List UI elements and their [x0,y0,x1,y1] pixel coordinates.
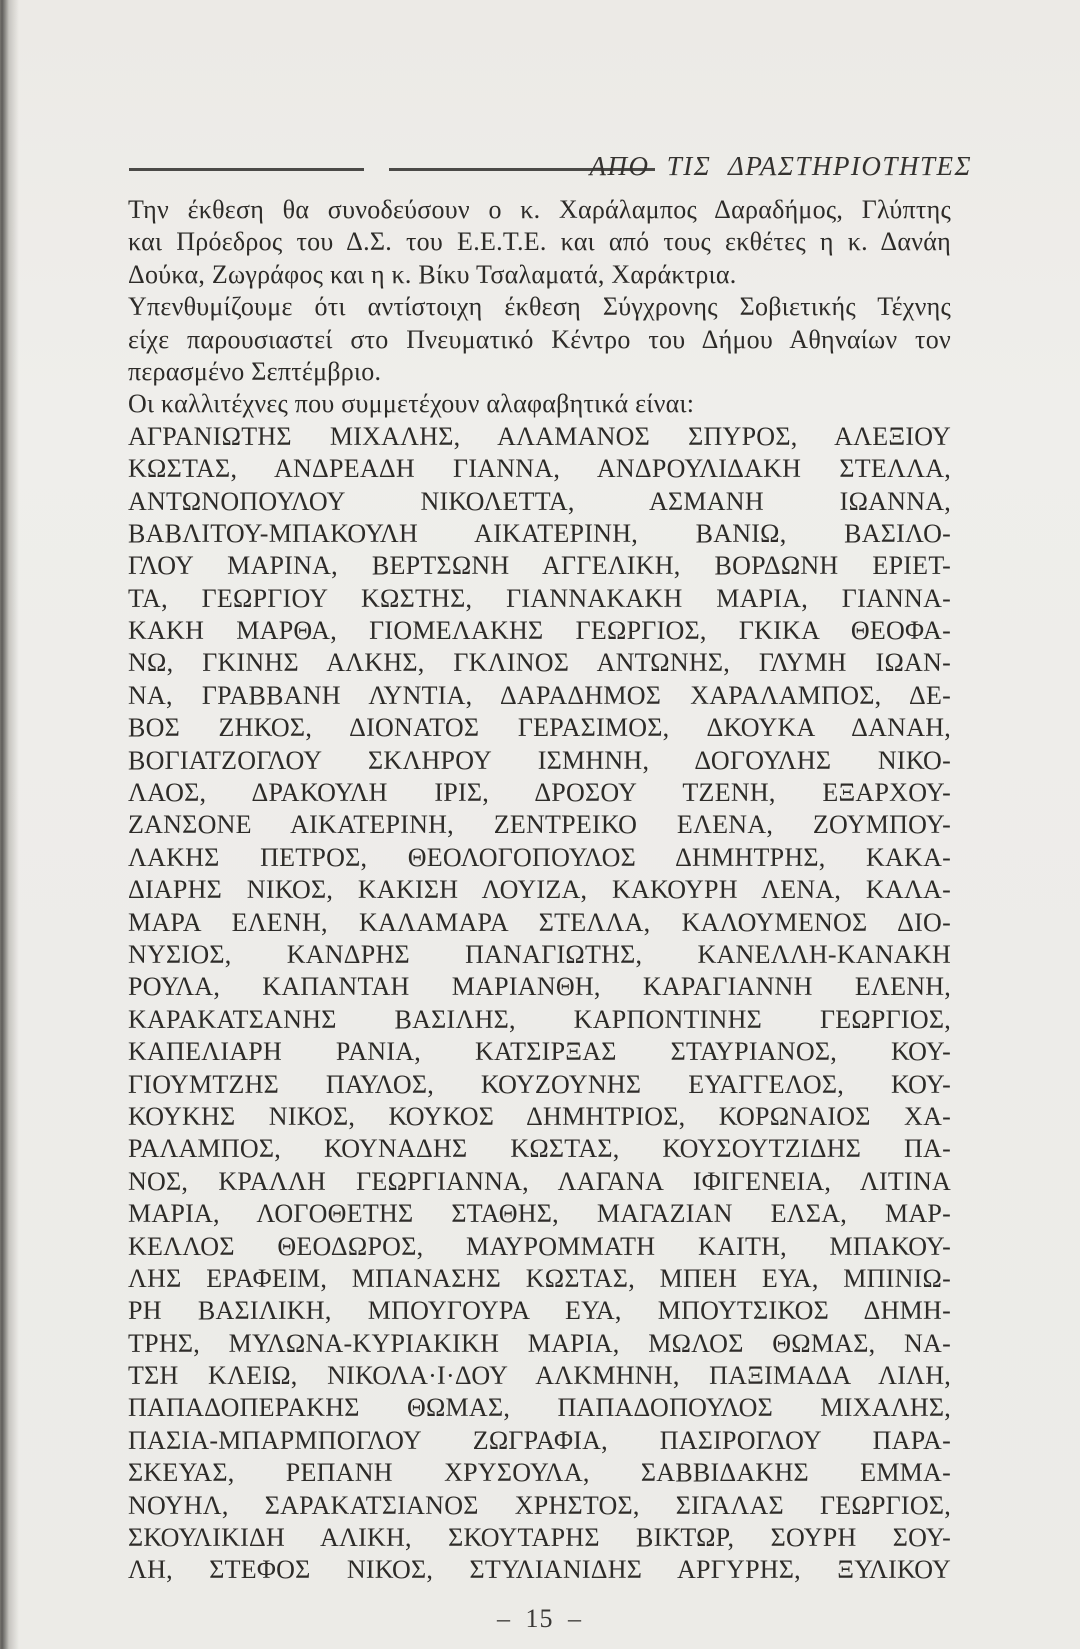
text-line: Την έκθεση θα συνοδεύσουν ο κ. Χαράλαμπος Δαραδήμος, Γλύπτης [128,195,951,224]
text-line: ΡΑΛΑΜΠΟΣ, ΚΟΥΝΑΔΗΣ ΚΩΣΤΑΣ, ΚΟΥΣΟΥΤΖΙΔΗΣ ΠΑ- [128,1134,951,1164]
text-line: ΣΚΟΥΛΙΚΙΔΗ ΑΛΙΚΗ, ΣΚΟΥΤΑΡΗΣ ΒΙΚΤΩΡ, ΣΟΥΡΗ ΣΟΥ- [128,1523,951,1553]
text-line: ΠΑΠΑΔΟΠΕΡΑΚΗΣ ΘΩΜΑΣ, ΠΑΠΑΔΟΠΟΥΛΟΣ ΜΙΧΑΛΗΣ, [128,1393,951,1423]
text-line: ΚΩΣΤΑΣ, ΑΝΔΡΕΑΔΗ ΓΙΑΝΝΑ, ΑΝΔΡΟΥΛΙΔΑΚΗ ΣΤΕΛΛΑ, [128,454,951,484]
text-line: ΒΑΒΛΙΤΟΥ-ΜΠΑΚΟΥΛΗ ΑΙΚΑΤΕΡΙΝΗ, ΒΑΝΙΩ, ΒΑΣΙΛΟ- [128,518,951,548]
text-line: είχε παρουσιαστεί στο Πνευματικό Κέντρο του Δήμου Αθηναίων τον [128,324,951,354]
text-line: ΤΑ, ΓΕΩΡΓΙΟΥ ΚΩΣΤΗΣ, ΓΙΑΝΝΑΚΑΚΗ ΜΑΡΙΑ, ΓΙΑΝΝΑ- [128,583,951,613]
text-line: ΓΛΟΥ ΜΑΡΙΝΑ, ΒΕΡΤΣΩΝΗ ΑΓΓΕΛΙΚΗ, ΒΟΡΔΩΝΗ ΕΡΙΕΤ- [128,551,951,581]
text-line: ΜΑΡΑ ΕΛΕΝΗ, ΚΑΛΑΜΑΡΑ ΣΤΕΛΛΑ, ΚΑΛΟΥΜΕΝΟΣ ΔΙΟ- [128,907,951,937]
text-line: ΔΙΑΡΗΣ ΝΙΚΟΣ, ΚΑΚΙΣΗ ΛΟΥΙΖΑ, ΚΑΚΟΥΡΗ ΛΕΝΑ, ΚΑΛΑ- [128,875,951,905]
text-line: Οι καλλιτέχνες που συμμετέχουν αλαφαβητικά είναι: [128,389,695,419]
text-line: ΚΑΡΑΚΑΤΣΑΝΗΣ ΒΑΣΙΛΗΣ, ΚΑΡΠΟΝΤΙΝΗΣ ΓΕΩΡΓΙΟΣ, [128,1004,951,1034]
text-line: ΝΩ, ΓΚΙΝΗΣ ΑΛΚΗΣ, ΓΚΛΙΝΟΣ ΑΝΤΩΝΗΣ, ΓΛΥΜΗ ΙΩΑΝ- [128,648,951,678]
text-line: ΝΟΥΗΛ, ΣΑΡΑΚΑΤΣΙΑΝΟΣ ΧΡΗΣΤΟΣ, ΣΙΓΑΛΑΣ ΓΕΩΡΓΙΟΣ, [128,1490,951,1520]
text-line: ΛΗ, ΣΤΕΦΟΣ ΝΙΚΟΣ, ΣΤΥΛΙΑΝΙΔΗΣ ΑΡΓΥΡΗΣ, ΞΥΛΙΚΟΥ [128,1555,951,1585]
text-line: ΡΟΥΛΑ, ΚΑΠΑΝΤΑΗ ΜΑΡΙΑΝΘΗ, ΚΑΡΑΓΙΑΝΝΗ ΕΛΕΝΗ, [128,972,951,1002]
text-line: ΜΑΡΙΑ, ΛΟΓΟΘΕΤΗΣ ΣΤΑΘΗΣ, ΜΑΓΑΖΙΑΝ ΕΛΣΑ, ΜΑΡ- [128,1199,951,1229]
text-line: ΚΑΠΕΛΙΑΡΗ ΡΑΝΙΑ, ΚΑΤΣΙΡΞΑΣ ΣΤΑΥΡΙΑΝΟΣ, ΚΟΥ- [128,1037,951,1067]
text-line: ΚΕΛΛΟΣ ΘΕΟΔΩΡΟΣ, ΜΑΥΡΟΜΜΑΤΗ ΚΑΙΤΗ, ΜΠΑΚΟΥ- [128,1231,951,1261]
text-line: ΝΑ, ΓΡΑΒΒΑΝΗ ΛΥΝΤΙΑ, ΔΑΡΑΔΗΜΟΣ ΧΑΡΑΛΑΜΠΟΣ, ΔΕ- [128,680,951,710]
text-line: ΒΟΓΙΑΤΖΟΓΛΟΥ ΣΚΛΗΡΟΥ ΙΣΜΗΝΗ, ΔΟΓΟΥΛΗΣ ΝΙΚΟ- [128,745,951,775]
text-line: ΚΑΚΗ ΜΑΡΘΑ, ΓΙΟΜΕΛΑΚΗΣ ΓΕΩΡΓΙΟΣ, ΓΚΙΚΑ ΘΕΟΦΑ- [128,616,951,646]
text-line: ΒΟΣ ΖΗΚΟΣ, ΔΙΟΝΑΤΟΣ ΓΕΡΑΣΙΜΟΣ, ΔΚΟΥΚΑ ΔΑΝΑΗ, [128,713,951,743]
text-line: ΡΗ ΒΑΣΙΛΙΚΗ, ΜΠΟΥΓΟΥΡΑ ΕΥΑ, ΜΠΟΥΤΣΙΚΟΣ ΔΗΜΗ- [128,1296,951,1326]
text-line: ΠΑΣΙΑ-ΜΠΑΡΜΠΟΓΛΟΥ ΖΩΓΡΑΦΙΑ, ΠΑΣΙΡΟΓΛΟΥ ΠΑΡΑ- [128,1425,951,1455]
text-line: περασμένο Σεπτέμβριο. [128,356,382,386]
text-line: ΤΡΗΣ, ΜΥΛΩΝΑ-ΚΥΡΙΑΚΙΚΗ ΜΑΡΙΑ, ΜΩΛΟΣ ΘΩΜΑΣ, ΝΑ- [128,1328,951,1358]
text-line: ΛΑΚΗΣ ΠΕΤΡΟΣ, ΘΕΟΛΟΓΟΠΟΥΛΟΣ ΔΗΜΗΤΡΗΣ, ΚΑΚΑ- [128,842,951,872]
text-line: ΖΑΝΣΟΝΕ ΑΙΚΑΤΕΡΙΝΗ, ΖΕΝΤΡΕΙΚΟ ΕΛΕΝΑ, ΖΟΥΜΠΟΥ- [128,810,951,840]
text-line: Δούκα, Ζωγράφος και η κ. Βίκυ Τσαλαματά, Χαράκτρια. [128,259,737,289]
text-line: ΝΥΣΙΟΣ, ΚΑΝΔΡΗΣ ΠΑΝΑΓΙΩΤΗΣ, ΚΑΝΕΛΛΗ-ΚΑΝΑΚΗ [128,939,951,969]
text-line: ΣΚΕΥΑΣ, ΡΕΠΑΝΗ ΧΡΥΣΟΥΛΑ, ΣΑΒΒΙΔΑΚΗΣ ΕΜΜΑ- [128,1458,951,1488]
text-line: ΛΗΣ ΕΡΑΦΕΙΜ, ΜΠΑΝΑΣΗΣ ΚΩΣΤΑΣ, ΜΠΕΗ ΕΥΑ, ΜΠΙΝΙΩ- [128,1263,951,1293]
page-number: – 15 – [497,1604,582,1633]
text-line: ΑΓΡΑΝΙΩΤΗΣ ΜΙΧΑΛΗΣ, ΑΛΑΜΑΝΟΣ ΣΠΥΡΟΣ, ΑΛΕΞΙΟΥ [128,421,951,451]
header-rule-left [129,168,364,171]
text-line: Υπενθυμίζουμε ότι αντίστοιχη έκθεση Σύγχρονης Σοβιετικής Τέχνης [128,292,951,322]
text-line: ΤΣΗ ΚΛΕΙΩ, ΝΙΚΟΛΑ·Ι·ΔΟΥ ΑΛΚΜΗΝΗ, ΠΑΞΙΜΑΔΑ ΛΙΛΗ, [128,1361,951,1391]
text-line: και Πρόεδρος του Δ.Σ. του Ε.Ε.Τ.Ε. και από τους εκθέτες η κ. Δανάη [128,227,951,257]
text-line: ΝΟΣ, ΚΡΑΛΛΗ ΓΕΩΡΓΙΑΝΝΑ, ΛΑΓΑΝΑ ΙΦΙΓΕΝΕΙΑ, ΛΙΤΙΝΑ [128,1166,951,1196]
text-line: ΛΑΟΣ, ΔΡΑΚΟΥΛΗ ΙΡΙΣ, ΔΡΟΣΟΥ ΤΖΕΝΗ, ΕΞΑΡΧΟΥ- [128,778,951,808]
text-line: ΓΙΟΥΜΤΖΗΣ ΠΑΥΛΟΣ, ΚΟΥΖΟΥΝΗΣ ΕΥΑΓΓΕΛΟΣ, ΚΟΥ- [128,1069,951,1099]
text-line: ΑΝΤΩΝΟΠΟΥΛΟΥ ΝΙΚΟΛΕΤΤΑ, ΑΣΜΑΝΗ ΙΩΑΝΝΑ, [128,486,951,516]
text-line: ΚΟΥΚΗΣ ΝΙΚΟΣ, ΚΟΥΚΟΣ ΔΗΜΗΤΡΙΟΣ, ΚΟΡΩΝΑΙΟΣ ΧΑ- [128,1101,951,1131]
section-header: ΑΠΟ ΤΙΣ ΔΡΑΣΤΗΡΙΟΤΗΤΕΣ [589,151,972,181]
scan-edge-shadow [0,0,20,1649]
article-text-block [128,194,951,1587]
